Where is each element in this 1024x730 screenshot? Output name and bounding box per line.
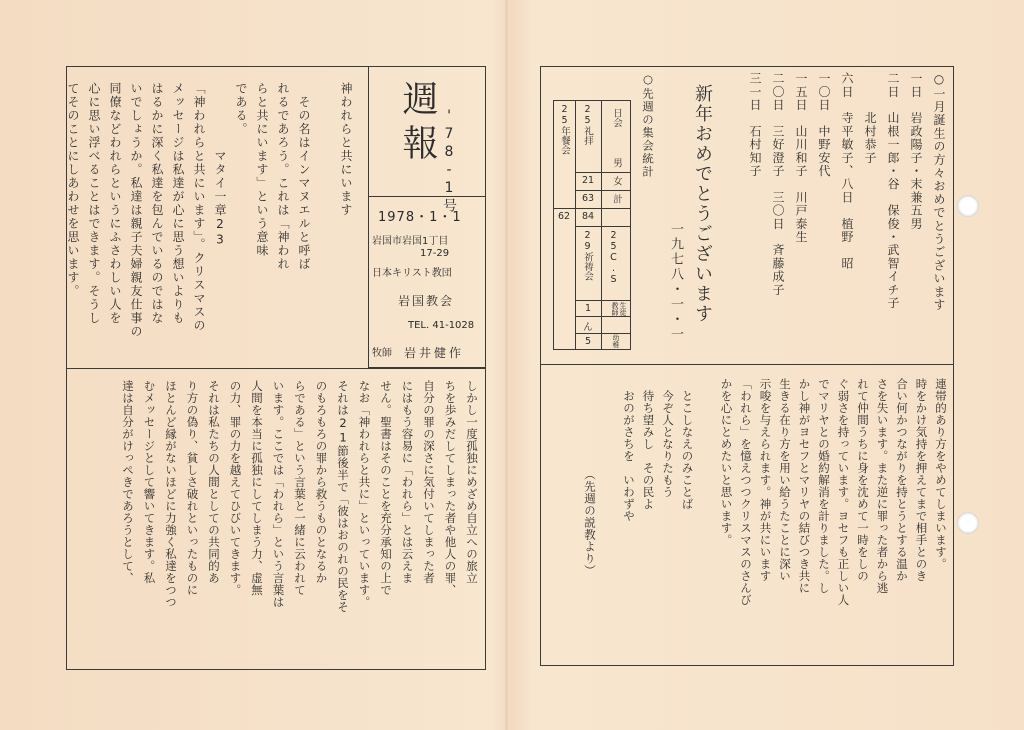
masthead-pastor-title: 牧師 xyxy=(372,348,392,359)
stats-row3 xyxy=(553,208,631,209)
stats-sub1: 1 xyxy=(584,303,592,314)
masthead-pastor-name: 岩井健作 xyxy=(404,346,465,360)
sermon-top-text: 神われらと共にいます その名はインマヌエルと呼ば れるであろう。これは「神われ らと共にいます」という意味 である。 マタイ一章23 「神われらと共にいます」。クリスマスの メッセージは私達が心に思う想いよりも はるかに深く私達を包んでいるのではな いでしょうか。私達は親子夫婦親友仕事の 同僚などわれらというにふさわしい人を 心に思い浮べることはできます。そうし てそのことにしあわせを思います。 xyxy=(66,82,353,339)
masthead-address2: 17-29 xyxy=(420,248,450,259)
stats-col2 xyxy=(601,100,602,350)
stats-row1-women: 63 xyxy=(581,193,595,204)
masthead-title: 週報 xyxy=(397,80,438,168)
masthead-address1: 岩国市岩国1丁目 xyxy=(372,236,449,247)
stats-row3-name: 29祈祷会 xyxy=(582,230,593,281)
stats-sub3: 5 xyxy=(584,336,592,347)
left-divider xyxy=(66,368,486,369)
stats-row6 xyxy=(575,316,631,317)
stats-row1-men: 21 xyxy=(581,175,595,186)
stats-row1-total: 84 xyxy=(581,211,595,222)
stats-sub2: ん xyxy=(583,322,593,333)
stats-row2-total: 62 xyxy=(557,211,571,222)
stats-header-men: 男 xyxy=(611,158,622,168)
stats-row2 xyxy=(575,190,631,191)
stats-sub-label1: 教師 xyxy=(611,302,619,316)
masthead-date: 1978・1・1 xyxy=(378,210,462,225)
new-year-date: 一九七八・一・一 xyxy=(668,222,683,342)
stats-row4 xyxy=(575,226,631,227)
stats-row7 xyxy=(575,333,631,334)
binder-hole-bottom xyxy=(957,512,979,534)
stats-header-women: 女 xyxy=(611,176,622,186)
masthead-divider xyxy=(368,196,486,197)
binder-hole-top xyxy=(957,195,979,217)
stats-header-label: 日会 xyxy=(611,108,622,127)
meeting-stats-heading: ○先週の集会統計 xyxy=(641,72,655,179)
stats-row2-label: 25年餐会 xyxy=(559,104,570,155)
bottom-right-text: 連帯的あり方をやめてしまいます。 時をかけ気持を押えてまで相手とのき 合い何かつながりを持とうとする温か さを失います。また逆に罪った者から逃 れて仲間うちに身を沈めて一時をしの ぐ弱さを持っています。ヨセフも正しい人 でマリヤとの婚約解消を計りました。し かし神がヨセフとマリヤの結びつき共に 生きる在り方を用い給うたことに深い 示唆を与えられます。神が共にいます 「われら」を憶えつつクリスマスのさんび かを心にとめたいと思います。 とこしなえのみことば 今ぞ人となりたもう 待ち望みし その民よ おのがさちを いわずや （先週の説教より） xyxy=(583,378,948,606)
stats-row1-name: 25礼拝 xyxy=(582,104,593,145)
stats-row1 xyxy=(575,172,631,173)
sermon-bottom-text: しかし一度孤独にめざめ自立への旅立 ちを歩みだしてしまった者や他人の罪、 自分の罪の深さに気付いてしまった者 にはもう容易に「われら」とは云えま せん。聖書はそのことを充分承知の上で なお「神われらと共に」といっています。 それは21節後半で「彼はおのれの民をそ のもろもろの罪から救うものとなるか らである」という言葉と一緒に云われて います。ここでは「われら」という言葉は 人間を本当に孤独にしてしまう力、虚無 の力、罪の力を越えてひびいてきます。 それは私たちの人間としての共同的あ り方の偽り、貧しさ破れといったものに ほとんど縁がないほどに力強く私達をつつ むメッセージとして響いてきます。私 達は自分がけっぺきであろうとして、 xyxy=(121,380,479,613)
new-year-greeting: 新年おめでとうございます xyxy=(692,84,713,324)
stats-row3-date: 25C.S xyxy=(608,230,619,285)
stats-sub-label2: 生徒 xyxy=(619,302,627,316)
stats-row5 xyxy=(575,300,631,301)
masthead-org: 日本キリスト教団 xyxy=(372,268,452,279)
masthead-issue: '78-1号 xyxy=(441,108,457,214)
right-divider xyxy=(540,364,954,365)
masthead-church: 岩国教会 xyxy=(398,294,455,308)
stats-col1 xyxy=(575,100,576,350)
masthead-tel: TEL. 41-1028 xyxy=(408,320,475,331)
center-fold xyxy=(505,0,508,730)
birthday-list: ○一月誕生の方々おめでとうございます 一日 岩政陽子・末兼五男 二日 山根一郎・谷 保俊・武智イチ子 北村恭子 六日 寺平敏子、八日 植野 昭 一〇日 中野安代 一五日 山川和子 川戸泰生 二〇日 三好澄子 三〇日 斉藤成子 三一日 石村知子 xyxy=(748,72,946,312)
stats-sub-label3: 幼稚 xyxy=(612,334,620,348)
stats-header-total: 計 xyxy=(611,194,622,204)
